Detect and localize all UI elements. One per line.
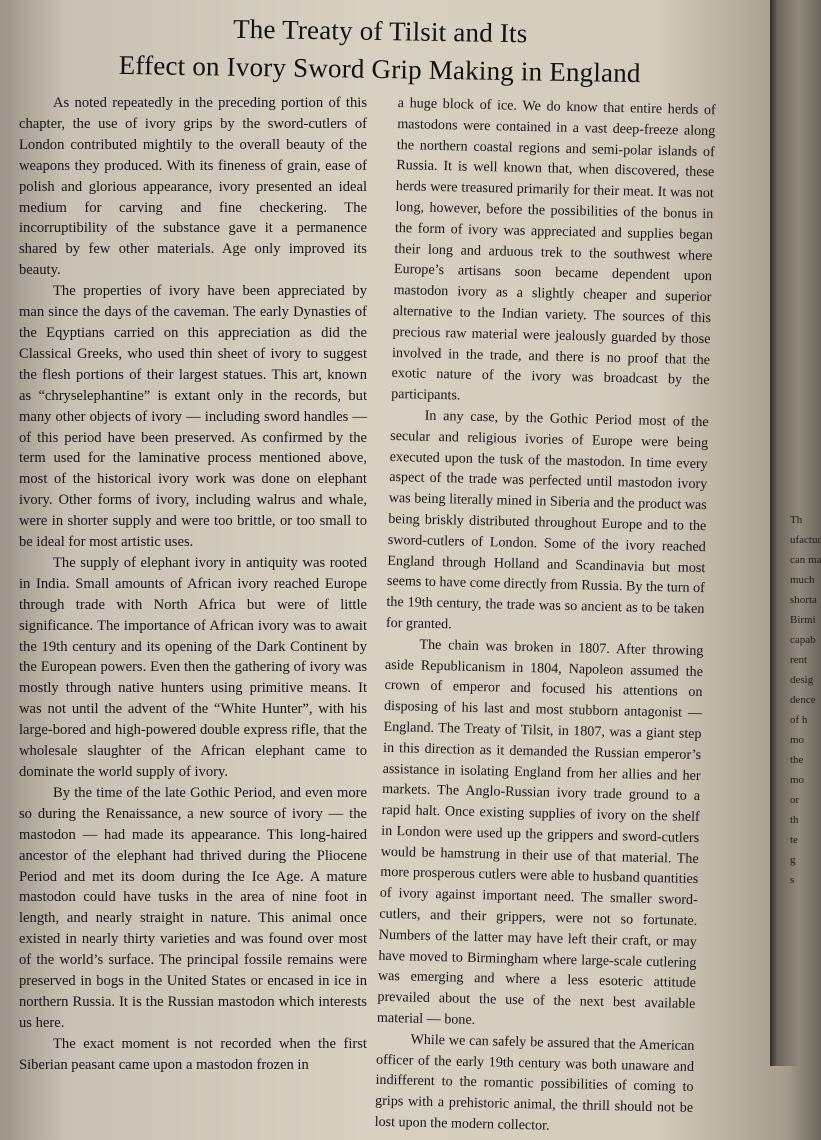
paragraph: The supply of elephant ivory in antiquity was rooted in India. Small amounts of African ivory reached Europe through trade with North Africa but were of little significance. The importance of African ivory was to await the 19th century and its opening of the Dark Continent by the European powers. Even then the gathering of ivory was mostly through native hunters using primitive means. It was not until the advent of the “White Hunter”, with his large-bored and high-powered double express rifle, that the wholesale slaughter of the African elephant came to dominate the world supply of ivory. [19,554,367,780]
next-page-fragment: or [790,794,800,806]
left-column [19,93,367,1076]
next-page-fragment: can ma [790,554,821,566]
next-page-fragment: capab [790,634,816,646]
paragraph: While we can safely be assured that the American officer of the early 19th century was both unaware and indifferent to the romantic possibilities of coming to grips with a prehistoric animal, the thrill should not be lost upon the modern collector. [374,1031,695,1134]
next-page-fragment: the [790,754,804,766]
next-page-fragment: Th [790,514,803,526]
next-page-fragment: Birmi [790,614,816,626]
next-page-fragment: dence [790,694,816,706]
paragraph: The exact moment is not recorded when the first Siberian peasant came upon a mastodon frozen in [19,1035,367,1073]
next-page-fragment: rent [790,654,808,666]
paragraph: a huge block of ice. We do know that entire herds of mastodons were contained in a vast deep-freeze along the northern coastal regions and semi-polar islands of Russia. It is well known that, when discovered, these herds were treasured primarily for their meat. It was not long, however, before the possibilities of the bonus in the form of ivory was appreciated and supplies began their long and arduous trek to the southwest where Europe’s artisans soon became dependent upon mastodon ivory as a slightly cheaper and superior alternative to the Indian variety. The sources of this precious raw material were jealously guarded by those involved in the trade, and there is no proof that the exotic nature of the ivory was broadcast by the participants. [390,94,716,404]
next-page-fragment: much [790,574,815,586]
next-page-fragment: mo [790,734,805,746]
next-page-fragment: te [790,834,798,846]
next-page-fragment: g [790,854,796,866]
paragraph: The chain was broken in 1807. After throwing aside Republicanism in 1804, Napoleon assumed the crown of emperor and focused his attentions on disposing of his last and most stubborn antagonist — England. The Treaty of Tilsit, in 1807, was a giant step in this direction as it demanded the Russian emperor’s assistance in isolating England from her allies and her markets. The Anglo-Russian ivory trade ground to a rapid halt. Once existing supplies of ivory on the shelf in London were used up the grippers and sword-cutlers would be hamstrung in their use of that material. The more prosperous cutlers were able to husband quantities of ivory against important need. The smaller sword-cutlers, and their grippers, were not so fortunate. Numbers of the latter may have left their craft, or may have moved to Birmingham where large-scale cutlering was emerging and where a less esoteric attitude prevailed about the use of the next best available material — bone. [376,636,704,1029]
title-line-1: The Treaty of Tilsit and Its [232,13,528,49]
chapter-title [99,8,660,93]
next-page-fragment: of h [790,714,808,726]
paragraph: In any case, by the Gothic Period most of the secular and religious ivories of Europe were being executed upon the tusk of the mastodon. In time every aspect of the trade was perfected until mastodon ivory was being literally mined in Siberia and the product was being briskly distributed throughout Europe and to the sword-cutlers of London. Some of the ivory reached England through Holland and Scandinavia but most seems to have come directly from Russia. By the turn of the 19th century, the trade was so ancient as to be taken for granted. [385,407,709,633]
next-page-edge [770,0,821,1066]
next-page-fragment: desig [790,674,814,686]
next-page-fragment: s [790,874,795,886]
right-column [374,93,716,1140]
next-page-fragments [770,510,821,890]
paragraph: As noted repeatedly in the preceding portion of this chapter, the use of ivory grips by the sword-cutlers of London contributed mightily to the overall beauty of the weapons they produced. With its fineness of grain, ease of polish and glorious appearance, ivory presented an ideal medium for carving and fine checkering. The incorruptibility of the substance gave it a permanence shared by few other materials. Age only improved its beauty. [19,95,367,279]
next-page-fragment: mo [790,774,805,786]
next-page-fragment: ufactur [790,534,821,546]
next-page-fragment: th [790,814,799,826]
title-line-2: Effect on Ivory Sword Grip Making in England [118,49,641,89]
paragraph: By the time of the late Gothic Period, and even more so during the Renaissance, a new source of ivory — the mastodon — had made its appearance. This long-haired ancestor of the elephant had thrived during the Pliocene Period and met its doom during the Ice Age. A mature mastodon could have tusks in the area of nine foot in length, and nearly straight in nature. This animal once existed in nearly thirty varieties and was found over most of the world’s surface. The principal fossile remains were preserved in bogs in the United States or encased in ice in northern Russia. It is the Russian mastodon which interests us here. [19,784,367,1031]
paragraph: The properties of ivory have been appreciated by man since the days of the caveman. The early Dynasties of the Eqyptians carried on this appreciation as did the Classical Greeks, who used thin sheet of ivory to suggest the flesh portions of their largest statues. This art, known as “chryselephantine” is extant only in the records, but many other objects of ivory — including sword handles — of this period have been preserved. As confirmed by the term used for the laminative process mentioned above, most of the historical ivory work was done on elephant ivory. Other forms of ivory, including walrus and whale, were in shorter supply and were too brittle, or too small to be ideal for most artistic uses. [19,283,367,551]
next-page-fragment: shorta [790,594,817,606]
